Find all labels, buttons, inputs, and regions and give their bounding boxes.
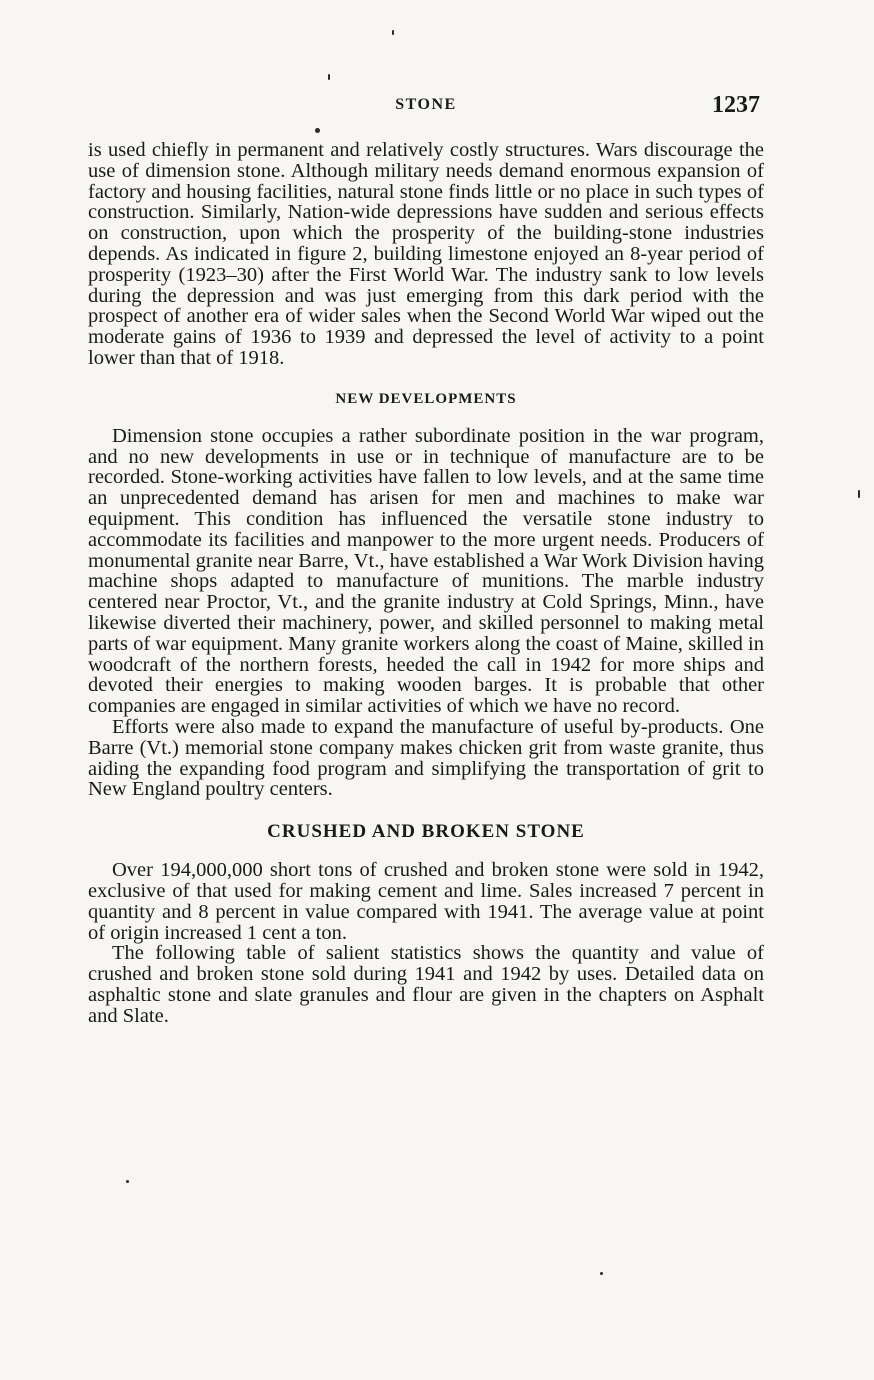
page-number: 1237 — [712, 92, 760, 118]
scan-speck — [315, 128, 320, 133]
section-heading-crushed-broken-stone: CRUSHED AND BROKEN STONE — [267, 821, 585, 843]
running-head — [88, 92, 764, 118]
paragraph-salient-statistics: The following table of salient statistics shows the quantity and value of crushed and broken stone sold during 1941 and 1942 by uses. Detailed data on asphaltic stone and slate granules and flour are given in the chapters on Asphalt and Slate. — [88, 942, 764, 1027]
scan-speck — [858, 490, 860, 498]
scan-speck — [126, 1180, 129, 1183]
paragraph-war-program: Dimension stone occupies a rather subordinate position in the war program, and no new developments in use or in technique of manufacture are to be recorded. Stone-working activities have fallen to low levels, and at the same time an unprecedented demand has arisen for men and machines to make war equipment. This condition has influenced the versatile stone industry to accommodate its facilities and manpower to the more urgent needs. Producers of monumental granite near Barre, Vt., have established a War Work Division having machine shops adapted to manufacture of munitions. The marble industry centered near Proctor, Vt., and the granite industry at Cold Springs, Minn., have likewise diverted their machinery, power, and skilled personnel to making metal parts of war equipment. Many granite workers along the coast of Maine, skilled in woodcraft of the northern forests, heeded the call in 1942 for more ships and devoted their energies to making wooden barges. It is probable that other companies are engaged in similar activities of which we have no record. — [88, 424, 764, 718]
body-text — [88, 140, 764, 1026]
section-heading-new-developments: NEW DEVELOPMENTS — [335, 390, 517, 407]
paragraph-wars-and-depressions: is used chiefly in permanent and relatively costly structures. Wars discourage the use of dimension stone. Although military needs demand enormous expansion of factory and housing facilities, natural stone finds little or no place in such types of construction. Similarly, Nation-wide depressions have sudden and serious effects on construction, upon which the prosperity of the building-stone industries depends. As indicated in figure 2, building limestone enjoyed an 8-year period of prosperity (1923–30) after the First World War. The industry sank to low levels during the depression and was just emerging from this dark period with the prospect of another era of wider sales when the Second World War wiped out the moderate gains of 1936 to 1939 and depressed the level of activity to a point lower than that of 1918. — [88, 139, 764, 369]
running-title: STONE — [395, 96, 457, 113]
paragraph-by-products: Efforts were also made to expand the manufacture of useful by-products. One Barre (Vt.) memorial stone company makes chicken grit from waste granite, thus aiding the expanding food program and simplifying the transportation of grit to New England poultry centers. — [88, 715, 764, 801]
scan-speck — [600, 1272, 603, 1275]
scan-speck — [328, 74, 330, 80]
scan-speck — [392, 30, 394, 35]
paragraph-sales-1942: Over 194,000,000 short tons of crushed and broken stone were sold in 1942, exclusive of that used for making cement and lime. Sales increased 7 percent in quantity and 8 percent in value compared with 1941. The average value at point of origin increased 1 cent a ton. — [88, 859, 764, 944]
